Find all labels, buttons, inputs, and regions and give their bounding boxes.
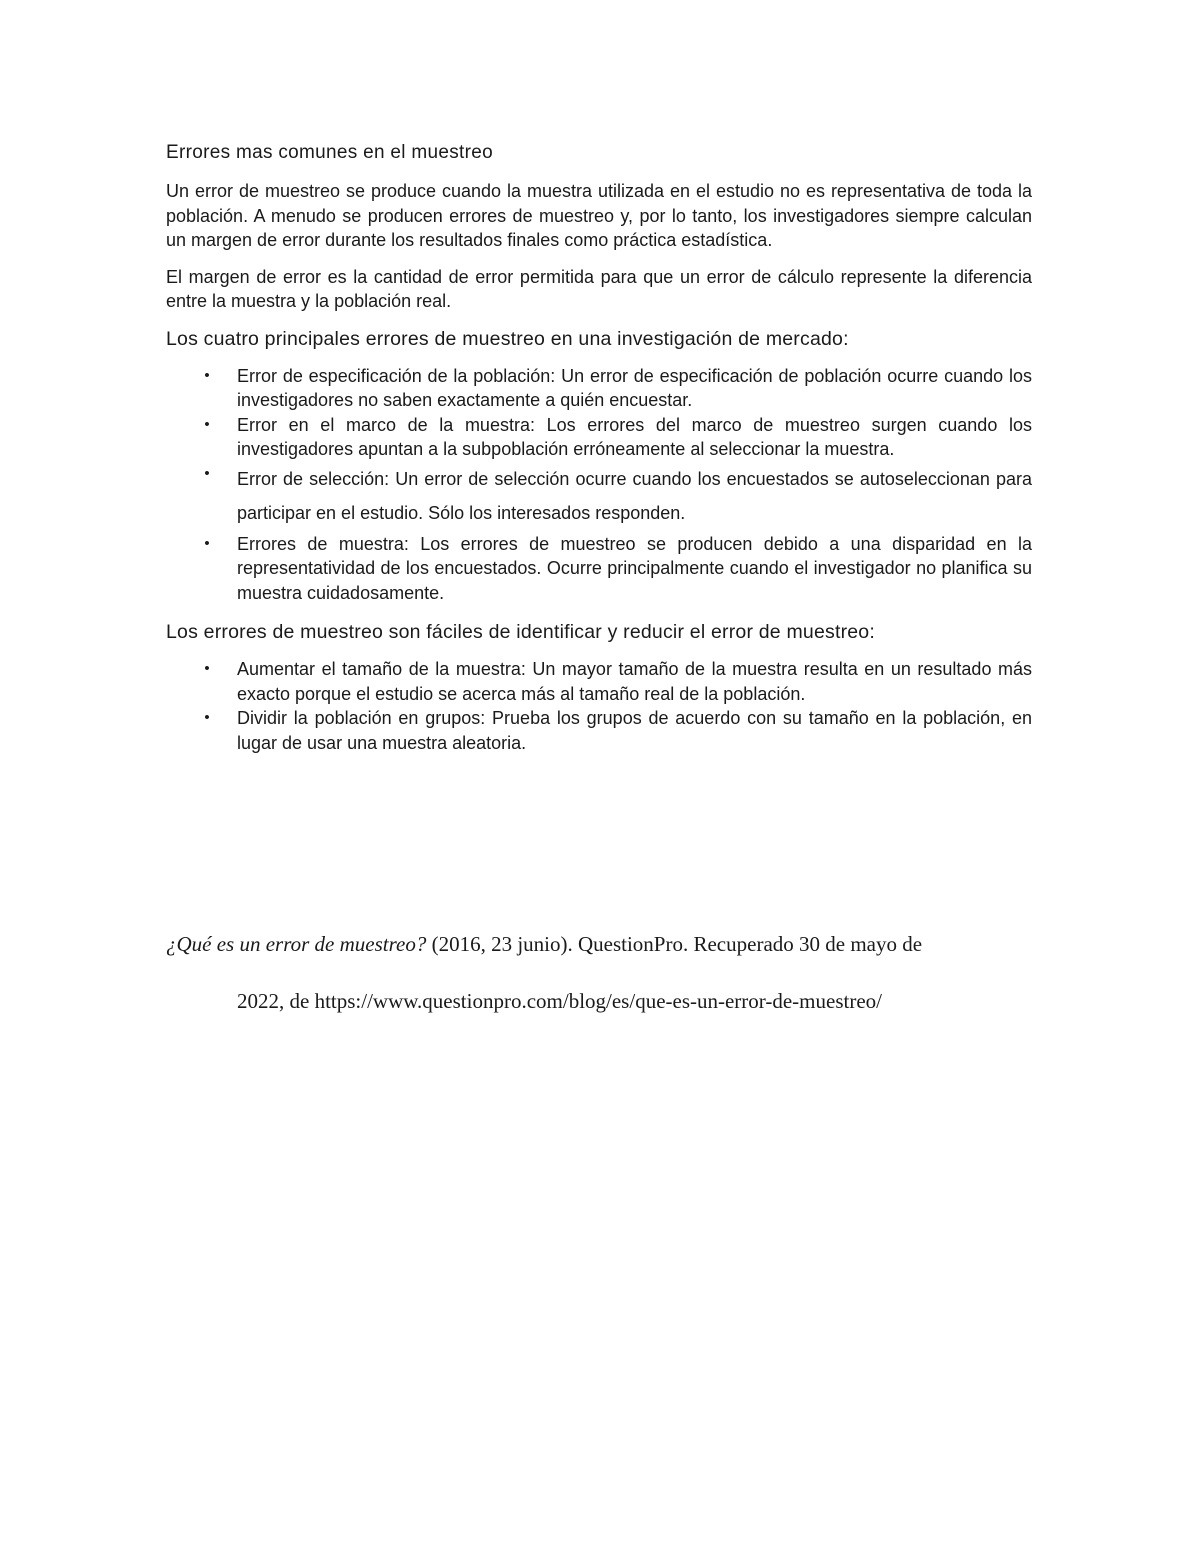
citation-line-1 xyxy=(166,916,1046,973)
citation-line-2: 2022, de https://www.questionpro.com/blog/es/que-es-un-error-de-muestreo/ xyxy=(237,989,882,1013)
bullet-icon: • xyxy=(204,709,210,726)
list-item xyxy=(166,657,1032,706)
bullet-icon: • xyxy=(204,415,210,433)
list-item-text: Error de selección: Un error de selección ocurre cuando los encuestados se autoseleccionan para participar en el estudio. Sólo los interesados responden. xyxy=(237,468,1032,523)
margin-of-error-paragraph: El margen de error es la cantidad de error permitida para que un error de cálculo represente la diferencia entre la muestra y la población real. xyxy=(166,266,1032,311)
section-heading-reduce-errors: Los errores de muestreo son fáciles de identificar y reducir el error de muestreo: xyxy=(166,621,875,643)
list-item-text: Error de especificación de la población: Un error de especificación de población ocurre cuando los investigadores no saben exactamente a quién encuestar. xyxy=(237,365,1032,410)
list-item xyxy=(166,364,1032,413)
document-body xyxy=(166,140,1032,769)
reference-citation xyxy=(166,916,1046,1030)
list-item-text: Error en el marco de la muestra: Los errores del marco de muestreo surgen cuando los investigadores apuntan a la subpoblación erróneamente al seleccionar la muestra. xyxy=(237,414,1032,459)
section-heading-main-errors: Los cuatro principales errores de muestreo en una investigación de mercado: xyxy=(166,327,849,350)
document-title: Errores mas comunes en el muestreo xyxy=(166,142,493,163)
bullet-icon: • xyxy=(204,660,210,677)
bullet-icon: • xyxy=(204,534,210,552)
list-item xyxy=(166,532,1032,606)
intro-paragraph: Un error de muestreo se produce cuando la muestra utilizada en el estudio no es representativa de toda la población. A menudo se producen errores de muestreo y, por lo tanto, los investigadores siempre calculan un margen de error durante los resultados finales como práctica estadística. xyxy=(166,181,1032,250)
citation-title: ¿Qué es un error de muestreo? xyxy=(166,932,427,956)
list-item-text: Aumentar el tamaño de la muestra: Un mayor tamaño de la muestra resulta en un resultado más exacto porque el estudio se acerca más al tamaño real de la población. xyxy=(237,659,1032,704)
list-item xyxy=(166,706,1032,755)
list-item xyxy=(166,462,1032,530)
bullet-icon: • xyxy=(204,464,210,482)
citation-details: (2016, 23 junio). QuestionPro. Recuperado 30 de mayo de xyxy=(426,932,923,956)
reduce-errors-list xyxy=(166,657,1032,755)
bullet-icon: • xyxy=(204,366,210,384)
list-item-text: Errores de muestra: Los errores de muestreo se producen debido a una disparidad en la representatividad de los encuestados. Ocurre principalmente cuando el investigador no planifica su muestra cuidadosamente. xyxy=(237,533,1032,603)
list-item-text: Dividir la población en grupos: Prueba los grupos de acuerdo con su tamaño en la población, en lugar de usar una muestra aleatoria. xyxy=(237,708,1032,753)
list-item xyxy=(166,413,1032,462)
main-errors-list xyxy=(166,364,1032,606)
